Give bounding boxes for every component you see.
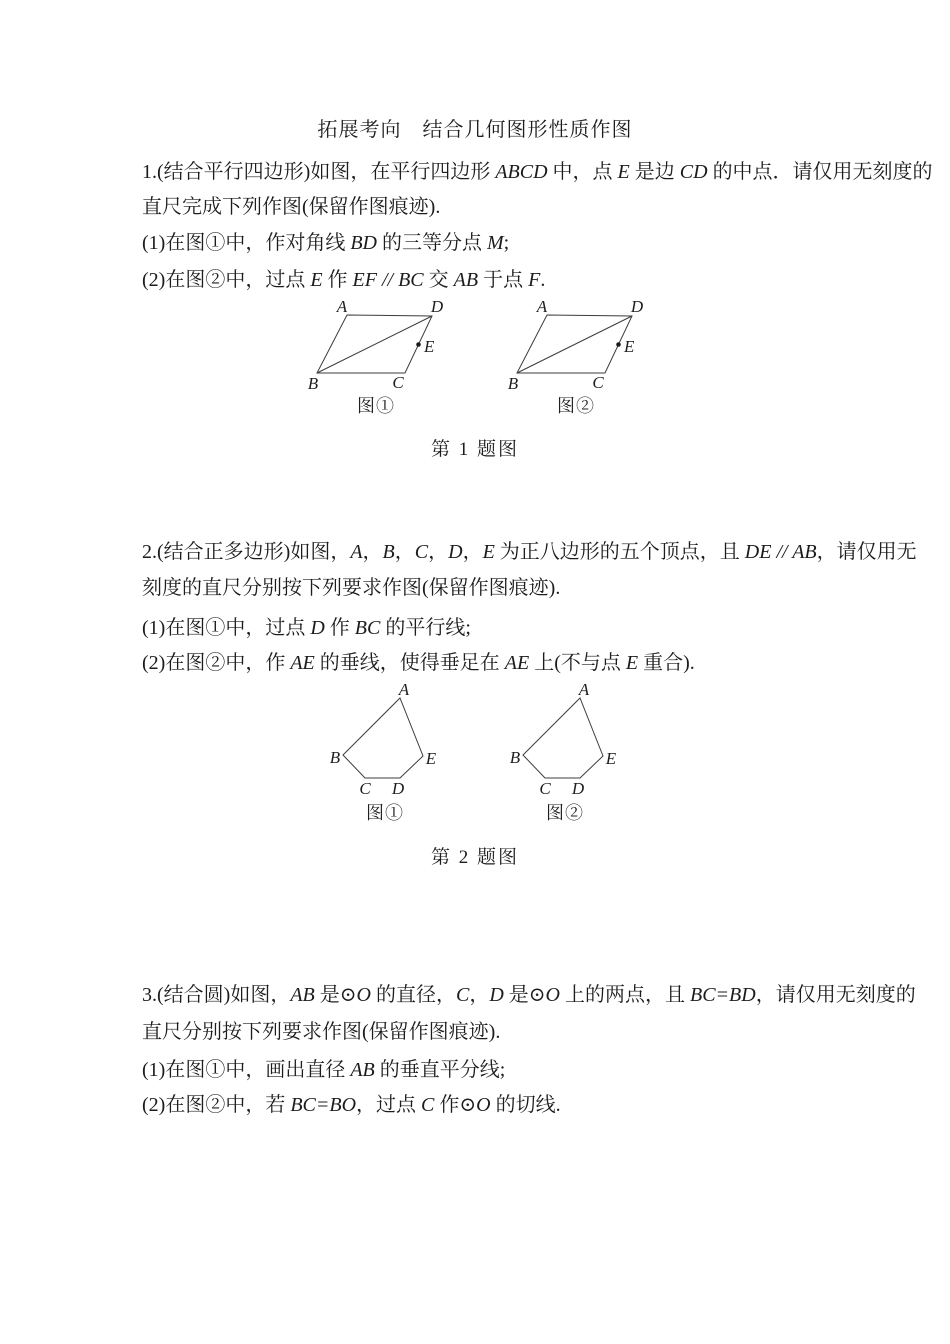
math-text-run: E [625,652,639,674]
problem-2-intro-line-2 [142,576,560,601]
math-text-run: BD [350,232,377,254]
math-text-run: C [421,1094,435,1116]
vertex-label-c: C [392,373,404,392]
vertex-label-a: A [578,680,590,699]
text-run: 作 [324,617,355,639]
vertex-label-d: D [430,297,444,316]
text-run: 作 [322,269,353,291]
problem-2-part-2 [142,651,695,676]
math-text-run: ABCD [495,161,548,183]
text-run: 是⊙ [503,984,546,1006]
math-text-run: AE [504,652,530,674]
math-text-run: O [545,984,560,1006]
vertex-label-d: D [630,297,644,316]
text-run: 的三等分点 [377,232,487,254]
text-run: ， [462,541,483,563]
figure-2-caption: 第 2 题图 [430,847,519,868]
math-text-run: E [310,269,323,291]
problem-1-part-1 [142,231,509,256]
text-run: 中，点 [547,161,618,183]
problem-3-part-2 [142,1093,561,1118]
text-run: 直尺分别按下列要求作图(保留作图痕迹). [142,1021,501,1043]
subfigure-caption: 图② [557,396,595,416]
point-e-dot [416,342,421,347]
math-text-run: AE [290,652,315,674]
vertex-label-d: D [571,779,585,798]
text-run: 3.(结合圆)如图， [142,984,291,1006]
math-text-run: D [310,617,325,639]
text-run: 为正八边形的五个顶点，且 [494,541,745,563]
problem-1-part-2 [142,268,545,293]
math-text-run: E [482,541,495,563]
vertex-label-a: A [536,297,548,316]
figure-1-caption: 第 1 题图 [430,439,519,460]
text-run: ， [469,984,490,1006]
text-run: ，过点 [356,1094,422,1116]
point-e-dot [616,342,621,347]
problem-3-part-1 [142,1058,505,1083]
vertex-label-e: E [624,337,635,356]
text-run: 交 [423,269,454,291]
text-run: ; [503,232,510,254]
text-run: (1)在图①中，作对角线 [142,232,351,254]
vertex-label-d: D [391,779,405,798]
problem-2-figure-2-octagon [505,682,640,827]
text-run: ，请仅用无刻度的 [755,984,916,1006]
subfigure-caption: 图② [546,803,584,823]
text-run: 2.(结合正多边形)如图， [142,541,351,563]
vertex-label-b: B [329,748,341,767]
vertex-label-b: B [507,374,519,393]
math-text-run: AB [350,1059,375,1081]
text-run: 的平行线; [380,617,471,639]
problem-1-intro-line-2 [142,195,440,220]
problem-3-intro-line-1 [142,983,916,1008]
octagon-partial-outline [343,698,423,778]
text-run: 的切线. [490,1094,561,1116]
text-run: 于点 [478,269,529,291]
math-text-run: O [356,984,371,1006]
math-text-run: CD [679,161,708,183]
text-run: 作⊙ [434,1094,477,1116]
math-text-run: D [448,541,463,563]
math-text-run: F [528,269,541,291]
vertex-label-b: B [509,748,521,767]
text-run: (2)在图②中，若 [142,1094,291,1116]
vertex-label-e: E [605,749,617,768]
text-run: 的垂线，使得垂足在 [314,652,505,674]
math-text-run: AB [453,269,479,291]
math-text-run: EF // BC [352,269,424,291]
text-run: (2)在图②中，作 [142,652,291,674]
math-text-run: A [350,541,363,563]
text-run: (2)在图②中，过点 [142,269,311,291]
text-run: 直尺完成下列作图(保留作图痕迹). [142,196,441,218]
diagonal-bd [317,316,432,373]
text-run: ， [428,541,449,563]
vertex-label-a: A [398,680,410,699]
vertex-label-e: E [425,749,437,768]
text-run: ， [362,541,383,563]
math-text-run: O [476,1094,491,1116]
text-run: (1)在图①中，画出直径 [142,1059,351,1081]
subfigure-caption: 图① [357,396,395,416]
vertex-label-c: C [592,373,604,392]
subfigure-caption: 图① [366,803,404,823]
text-run: 是边 [629,161,680,183]
problem-1-intro-line-1 [142,160,933,185]
page-title: 拓展考向 结合几何图形性质作图 [317,119,633,141]
problem-1-figure-2-parallelogram [490,292,690,424]
text-run: ， [394,541,415,563]
math-text-run: BC [354,617,381,639]
math-text-run: AB [290,984,315,1006]
text-run: (1)在图①中，过点 [142,617,311,639]
octagon-partial-outline [523,698,603,778]
vertex-label-c: C [359,779,371,798]
problem-3-intro-line-2 [142,1020,500,1045]
vertex-label-c: C [539,779,551,798]
diagonal-bd [517,316,632,373]
math-text-run: C [414,541,429,563]
problem-2-figure-1-octagon [325,682,460,827]
vertex-label-e: E [424,337,435,356]
text-run: 上的两点，且 [560,984,690,1006]
problem-1-figure-1-parallelogram [290,292,490,424]
text-run: 上(不与点 [529,652,626,674]
text-run: 1.(结合平行四边形)如图，在平行四边形 [142,161,496,183]
math-text-run: BC=BO [290,1094,357,1116]
text-run: . [540,269,546,291]
vertex-label-b: B [307,374,319,393]
vertex-label-a: A [336,297,348,316]
text-run: 刻度的直尺分别按下列要求作图(保留作图痕迹). [142,577,561,599]
text-run: 是⊙ [314,984,357,1006]
problem-2-part-1 [142,616,471,641]
math-text-run: C [455,984,470,1006]
math-text-run: M [487,232,504,254]
math-text-run: E [617,161,630,183]
problem-2-intro-line-1 [142,540,917,565]
text-run: 的直径， [370,984,456,1006]
math-text-run: D [489,984,504,1006]
text-run: ，请仅用无 [816,541,917,563]
text-run: 的中点．请仅用无刻度的 [707,161,933,183]
math-text-run: DE // AB [744,541,817,563]
math-text-run: B [382,541,395,563]
math-text-run: BC=BD [690,984,756,1006]
text-run: 的垂直平分线; [374,1059,506,1081]
text-run: 重合). [638,652,695,674]
